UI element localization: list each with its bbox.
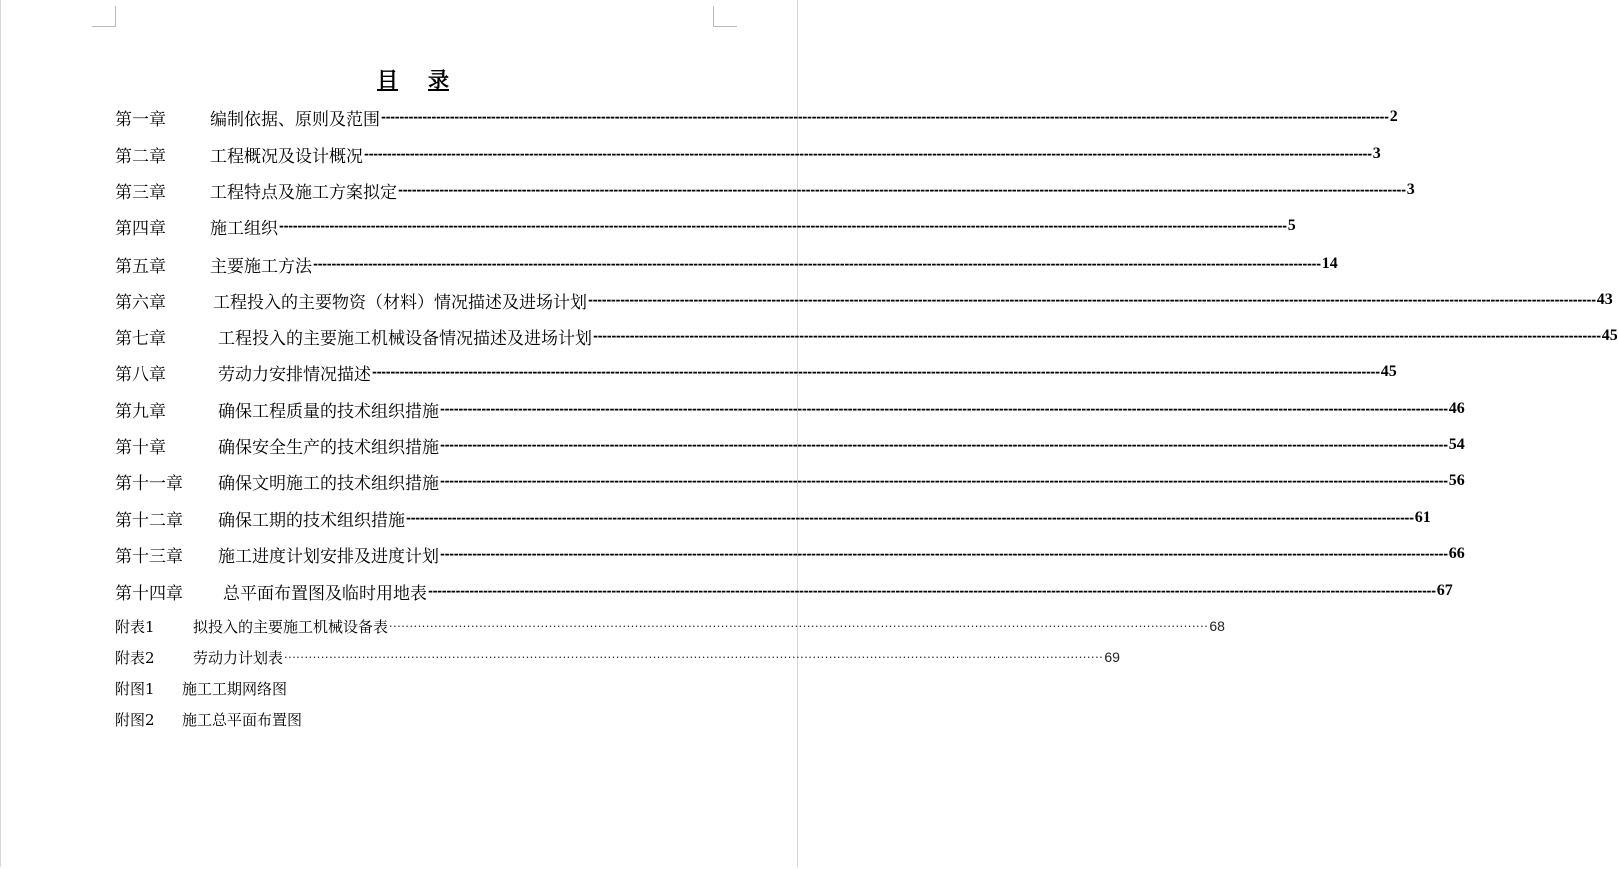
chapter-title: 确保工期的技术组织措施: [218, 510, 405, 531]
toc-row[interactable]: [115, 395, 1465, 423]
appendix-row[interactable]: [115, 614, 1225, 638]
appendix-title: 施工工期网络图: [182, 679, 288, 698]
page-number: 14: [1321, 255, 1338, 272]
appendix-label: 附表2: [115, 648, 155, 667]
toc-row[interactable]: [115, 103, 1398, 131]
chapter-number: 第十章: [115, 437, 166, 458]
dash-leader: ----------------------------------------------------------------------------------------------------------------------------------------------------------------------------------------------------------------------------: [428, 584, 1436, 598]
appendix-row[interactable]: [115, 645, 1120, 669]
chapter-number: 第一章: [115, 109, 166, 130]
dash-leader: ----------------------------------------------------------------------------------------------------------------------------------------------------------------------------------------------------------------------------: [440, 547, 1448, 561]
toc-row[interactable]: [115, 212, 1296, 240]
dot-leader: ········································································································································································································: [284, 650, 1104, 664]
chapter-number: 第八章: [115, 364, 166, 385]
page-number: 61: [1414, 509, 1431, 526]
dash-leader: ----------------------------------------------------------------------------------------------------------------------------------------------------------------------------------------------------------------------------: [440, 474, 1448, 488]
page-number: 46: [1448, 400, 1465, 417]
chapter-number: 第十一章: [115, 473, 183, 494]
chapter-title: 工程投入的主要物资（材料）情况描述及进场计划: [213, 292, 587, 313]
chapter-number: 第六章: [115, 292, 166, 313]
dash-leader: ----------------------------------------------------------------------------------------------------------------------------------------------------------------------------------------------------------------------------: [381, 110, 1389, 124]
page-number: 45: [1380, 363, 1397, 380]
toc-row[interactable]: [115, 504, 1431, 532]
chapter-number: 第七章: [115, 328, 166, 349]
page-number: 45: [1601, 327, 1618, 344]
chapter-title: 确保工程质量的技术组织措施: [218, 401, 439, 422]
appendix-row[interactable]: [115, 707, 707, 731]
crop-mark-top-left: [92, 6, 116, 27]
chapter-number: 第二章: [115, 146, 166, 167]
chapter-title: 施工进度计划安排及进度计划: [218, 546, 439, 567]
dot-leader: ········································································································································································································: [389, 619, 1209, 633]
appendix-title: 劳动力计划表: [193, 648, 284, 667]
dash-leader: ----------------------------------------------------------------------------------------------------------------------------------------------------------------------------------------------------------------------------: [279, 219, 1287, 233]
chapter-number: 第四章: [115, 218, 166, 239]
page-number: 43: [1596, 291, 1613, 308]
toc-row[interactable]: [115, 322, 1618, 350]
chapter-title: 确保文明施工的技术组织措施: [218, 473, 439, 494]
page-number: 2: [1389, 108, 1398, 125]
appendix-title: 拟投入的主要施工机械设备表: [193, 617, 389, 636]
chapter-title: 编制依据、原则及范围: [210, 109, 380, 130]
dash-leader: ----------------------------------------------------------------------------------------------------------------------------------------------------------------------------------------------------------------------------: [406, 511, 1414, 525]
toc-row[interactable]: [115, 176, 1415, 204]
appendix-label: 附图1: [115, 679, 155, 698]
page-number: 69: [1104, 649, 1120, 665]
page-number: 54: [1448, 436, 1465, 453]
chapter-title: 工程投入的主要施工机械设备情况描述及进场计划: [218, 328, 592, 349]
appendix-title: 施工总平面布置图: [182, 710, 303, 729]
chapter-number: 第十四章: [115, 583, 183, 604]
appendix-row[interactable]: [115, 676, 707, 700]
dash-leader: ----------------------------------------------------------------------------------------------------------------------------------------------------------------------------------------------------------------------------: [398, 183, 1406, 197]
dash-leader: ----------------------------------------------------------------------------------------------------------------------------------------------------------------------------------------------------------------------------: [364, 147, 1372, 161]
page-number: 3: [1372, 145, 1381, 162]
appendix-label: 附图2: [115, 710, 155, 729]
chapter-title: 主要施工方法: [210, 256, 312, 277]
dash-leader: ----------------------------------------------------------------------------------------------------------------------------------------------------------------------------------------------------------------------------: [440, 402, 1448, 416]
toc-row[interactable]: [115, 140, 1381, 168]
page-number: 66: [1448, 545, 1465, 562]
dash-leader: ----------------------------------------------------------------------------------------------------------------------------------------------------------------------------------------------------------------------------: [313, 257, 1321, 271]
crop-mark-top-right: [713, 6, 737, 27]
dash-leader: ----------------------------------------------------------------------------------------------------------------------------------------------------------------------------------------------------------------------------: [588, 293, 1596, 307]
toc-row[interactable]: [115, 286, 1613, 314]
toc-row[interactable]: [115, 431, 1465, 459]
chapter-title: 劳动力安排情况描述: [218, 364, 371, 385]
page-number: 3: [1406, 181, 1415, 198]
toc-row[interactable]: [115, 577, 1453, 605]
toc-row[interactable]: [115, 250, 1338, 278]
chapter-number: 第十三章: [115, 546, 183, 567]
toc-title-char-2: 录: [428, 67, 449, 92]
toc-row[interactable]: [115, 358, 1397, 386]
dash-leader: ----------------------------------------------------------------------------------------------------------------------------------------------------------------------------------------------------------------------------: [372, 365, 1380, 379]
page-number: 5: [1287, 217, 1296, 234]
page-number: 67: [1436, 582, 1453, 599]
chapter-title: 工程特点及施工方案拟定: [210, 182, 397, 203]
chapter-number: 第九章: [115, 401, 166, 422]
toc-row[interactable]: [115, 540, 1465, 568]
toc-title: [0, 64, 826, 94]
dash-leader: ----------------------------------------------------------------------------------------------------------------------------------------------------------------------------------------------------------------------------: [440, 438, 1448, 452]
chapter-title: 工程概况及设计概况: [210, 146, 363, 167]
chapter-title: 确保安全生产的技术组织措施: [218, 437, 439, 458]
toc-title-char-1: 目: [377, 67, 398, 92]
chapter-number: 第十二章: [115, 510, 183, 531]
page-number: 56: [1448, 472, 1465, 489]
appendix-label: 附表1: [115, 617, 155, 636]
toc-row[interactable]: [115, 467, 1465, 495]
chapter-title: 施工组织: [210, 218, 278, 239]
page-number: 68: [1209, 618, 1225, 634]
chapter-number: 第三章: [115, 182, 166, 203]
chapter-title: 总平面布置图及临时用地表: [223, 583, 427, 604]
dash-leader: ----------------------------------------------------------------------------------------------------------------------------------------------------------------------------------------------------------------------------: [593, 329, 1601, 343]
chapter-number: 第五章: [115, 256, 166, 277]
